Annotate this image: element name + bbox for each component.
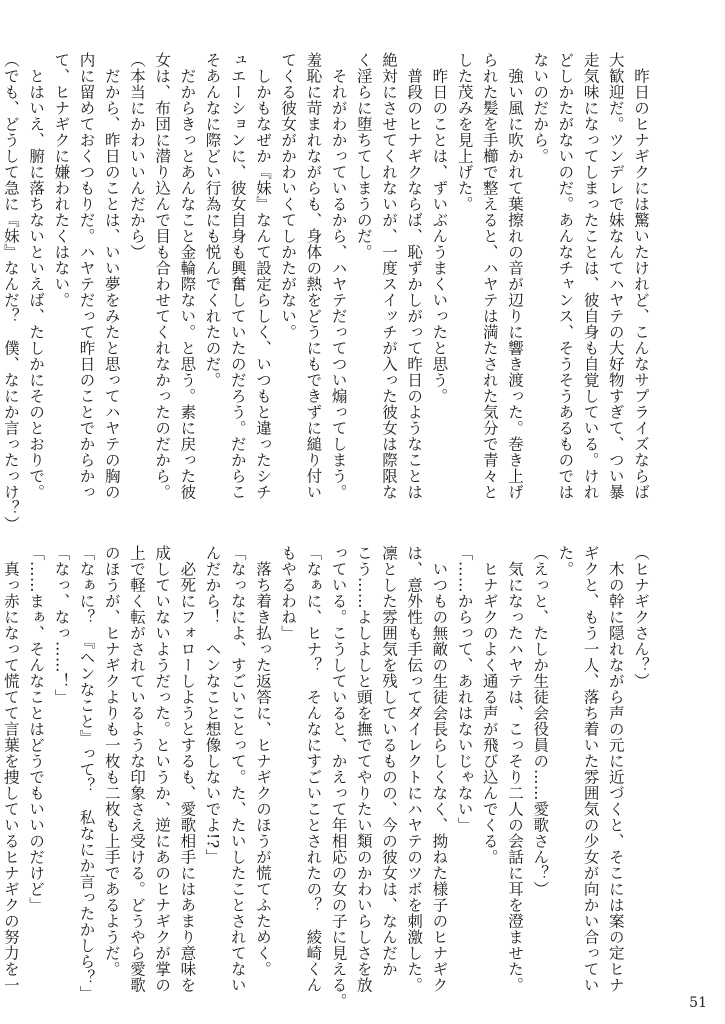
page-number: 51 (689, 995, 707, 1011)
text-line: 女は、布団に潜り込んで目も合わせてくれなかったのだから。 (153, 52, 172, 500)
text-line: そあんなに際どい行為にも悦んでくれたのだ。 (203, 52, 222, 388)
text-line: 真っ赤になって慌てて言葉を捜しているヒナギクの努力を一 (1, 545, 20, 993)
text-line: こう……よしよしと頭を撫でてやりたい類のかわいらしさを放 (354, 545, 373, 993)
text-line: 昨日のヒナギクには驚いたけれど、こんなサプライズならば (632, 52, 650, 500)
text-line: 大歓迎だ。ツンデレで妹なんてハヤテの大好物すぎて、つい暴 (606, 52, 625, 500)
text-line: 「なぁに？ 『ヘンなこと』って？ 私なにか言ったかしら？」 (77, 545, 96, 1002)
text-line: 普段のヒナギクならば、恥ずかしがって昨日のようなことは (405, 52, 424, 500)
text-line: てくる彼女がかわいくてしかたがない。 (279, 52, 298, 340)
text-line: （本当にかわいいんだから） (127, 52, 146, 260)
text-line: それがわかっているから、ハヤテだってつい煽ってしまう。 (329, 52, 348, 500)
text-line: た。 (556, 545, 575, 577)
text-block-bottom (1, 545, 653, 1009)
text-line: 気になったハヤテは、こっそり二人の会話に耳を澄ませた。 (505, 545, 524, 993)
text-line: した茂みを見上げた。 (455, 52, 474, 212)
text-line: 「……からって、あれはないじゃない」 (455, 545, 474, 833)
text-line: だから、昨日のことは、いい夢をみたと思ってハヤテの胸の (102, 52, 121, 500)
text-line: 木の幹に隠れながら声の元に近づくと、そこには案の定ヒナ (606, 545, 625, 993)
text-line: ュエーションに、彼女自身も興奮していたのだろう。だからこ (228, 52, 247, 500)
text-line: どしかたがないのだ。あんなチャンス、そうそうあるものでは (556, 52, 575, 500)
text-line: ないのだから。 (531, 52, 550, 164)
text-line: いつもの無敵の生徒会長らしくなく、拗ねた様子のヒナギク (430, 545, 449, 993)
text-line: ギクと、もう一人、落ち着いた雰囲気の少女が向かい合ってい (581, 545, 600, 993)
text-line: 羞恥に苛まれながらも、身体の熱をどうにもできずに縋り付い (304, 52, 323, 500)
text-line: ヒナギクのよく通る声が飛び込んでくる。 (480, 545, 499, 865)
text-line: んだから！ ヘンなこと想像しないでよ!?」 (203, 545, 222, 865)
text-line: しかもなぜか『妹』なんて設定らしく、いつもと違ったシチ (253, 52, 272, 500)
text-line: 落ち着き払った返答に、ヒナギクのほうが慌てふためく。 (253, 545, 272, 977)
text-line: （でも、どうして急に『妹』なんだ？ 僕、なにか言ったっけ？） (1, 52, 20, 532)
text-line: とはいえ、腑に落ちないといえば、たしかにそのとおりで。 (27, 52, 46, 500)
text-line: 上で軽く転がされているような印象さえ受ける。どうやら愛歌 (127, 545, 146, 993)
text-line: 絶対にさせてくれないが、一度スイッチが入った彼女は際限な (379, 52, 398, 500)
text-line: 内に留めておくつもりだ。ハヤテだって昨日のことでからかっ (77, 52, 96, 500)
text-line: 凛とした雰囲気を残しているものの、今の彼女は、なんだか (379, 545, 398, 977)
text-line: 必死にフォローしようとするも、愛歌相手にはあまり意味を (178, 545, 197, 993)
text-line: もやるわね」 (279, 545, 298, 641)
text-line: 「……まぁ、そんなことはどうでもいいのだけど」 (27, 545, 46, 913)
text-line: 強い風に吹かれて葉擦れの音が辺りに響き渡った。巻き上げ (505, 52, 524, 500)
text-line: っている。こうしていると、かえって年相応の女の子に見える。 (329, 545, 348, 1009)
text-line: られた髪を手櫛で整えると、ハヤテは満たされた気分で青々と (480, 52, 499, 500)
text-line: （えっと、たしか生徒会役員の……愛歌さん？） (531, 545, 550, 897)
text-line: 「なぁに、ヒナ？ そんなにすごいことされたの？ 綾崎くん (304, 545, 323, 993)
text-block-top (1, 52, 653, 532)
text-line: 「なっ、なっ……！」 (52, 545, 71, 705)
text-line: は、意外性も手伝ってダイレクトにハヤテのツボを刺激した。 (405, 545, 424, 993)
text-line: く淫らに堕ちてしまうのだ。 (354, 52, 373, 260)
text-line: て、ヒナギクに嫌われたくはない。 (52, 52, 71, 308)
text-line: のほうが、ヒナギクよりも一枚も二枚も上手であるようだ。 (102, 545, 121, 977)
text-line: 成していないようだった。というか、逆にあのヒナギクが掌の (153, 545, 172, 993)
text-line: 昨日のことは、ずいぶんうまくいったと思う。 (430, 52, 449, 404)
text-line: （ヒナギクさん？） (632, 545, 650, 689)
text-line: だからきっとあんなこと金輪際ない。と思う。素に戻った彼 (178, 52, 197, 500)
text-line: 走気味になってしまったことは、彼自身も自覚している。けれ (581, 52, 600, 500)
text-line: 「なっなによ、すごいことって。た、たいしたことされてない (228, 545, 247, 993)
